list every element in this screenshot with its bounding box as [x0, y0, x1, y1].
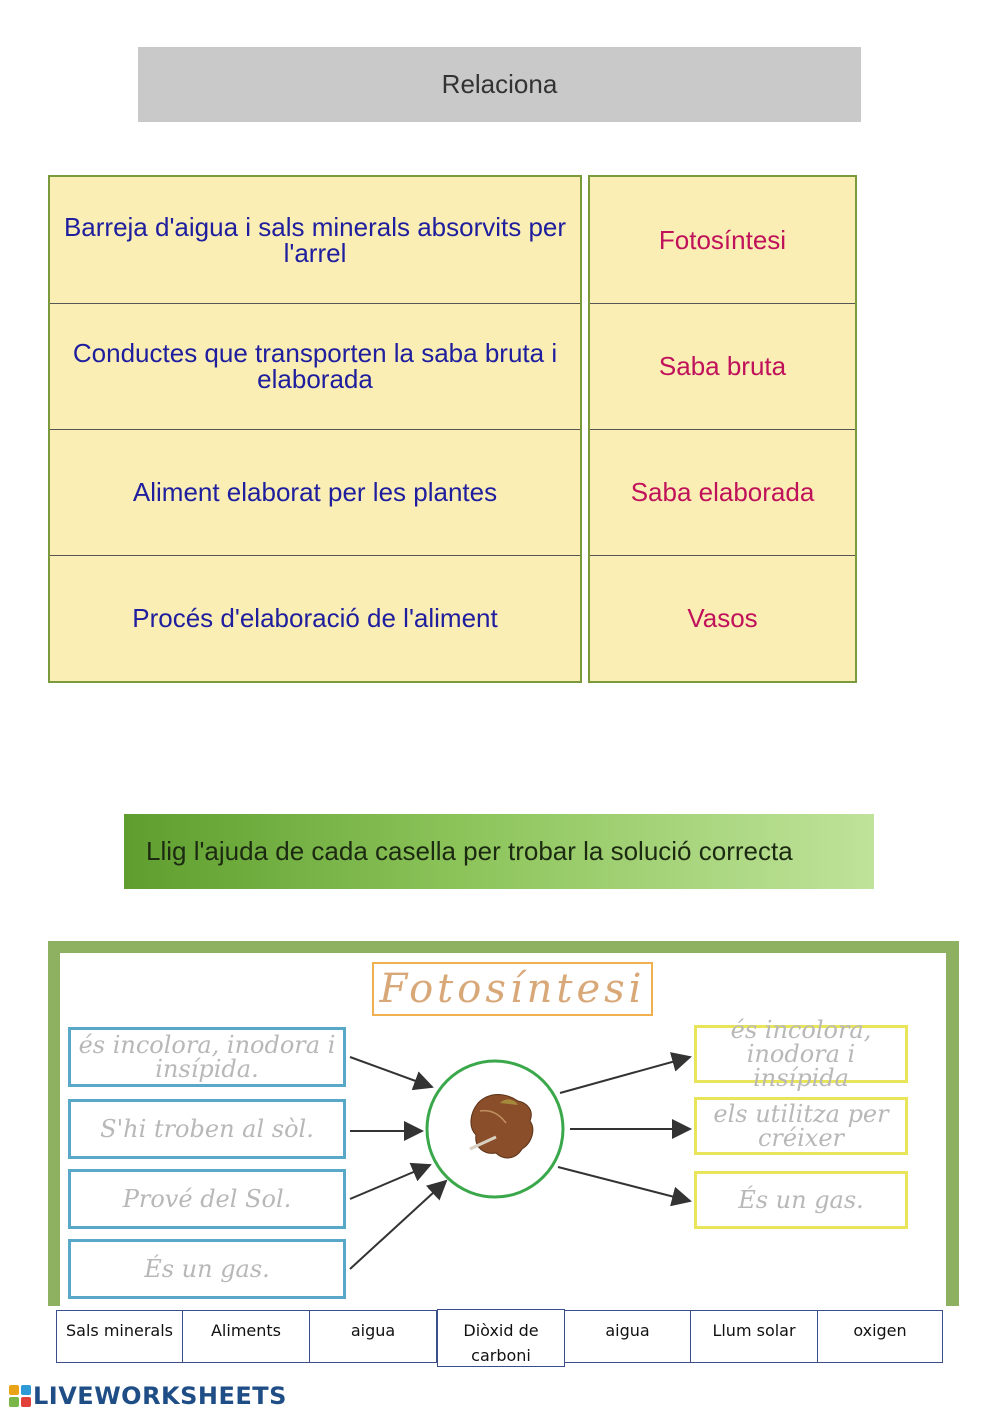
instruction-banner	[124, 814, 874, 889]
page-title-text: Relaciona	[441, 69, 558, 99]
arrow-in-3	[350, 1165, 430, 1199]
arrow-in-4	[350, 1181, 446, 1269]
liveworksheets-logo-icon	[8, 1384, 32, 1408]
match-left-item[interactable]: Barreja d'aigua i sals minerals absorvits per l'arrel	[63, 212, 567, 268]
output-box-food: els utilitza per créixer	[694, 1097, 908, 1155]
page-title	[138, 47, 861, 122]
input-box-sunlight: Prové del Sol.	[68, 1169, 346, 1229]
answer-box[interactable]: oxigen	[817, 1310, 943, 1363]
answer-box[interactable]: aigua	[309, 1310, 437, 1363]
answer-box[interactable]: Diòxid de carboni	[437, 1309, 565, 1367]
match-right-item[interactable]: Fotosíntesi	[658, 225, 787, 255]
brand-name: LIVEWORKSHEETS	[33, 1382, 287, 1410]
answer-box[interactable]: Sals minerals	[56, 1310, 183, 1363]
match-right-item[interactable]: Saba elaborada	[630, 477, 815, 507]
arrow-out-3	[558, 1167, 690, 1201]
match-right-item[interactable]: Saba bruta	[658, 351, 787, 381]
match-left-item[interactable]: Aliment elaborat per les plantes	[132, 477, 498, 507]
center-circle	[427, 1061, 563, 1197]
input-box-water: és incolora, inodora i insípida.	[68, 1027, 346, 1087]
diagram-title: Fotosíntesi	[372, 962, 653, 1016]
match-left-item[interactable]: Procés d'elaboració de l'aliment	[132, 603, 498, 633]
arrow-in-1	[350, 1057, 432, 1087]
photosynthesis-diagram	[48, 941, 959, 1306]
input-box-minerals: S'hi troben al sòl.	[68, 1099, 346, 1159]
footer-brand	[8, 1381, 287, 1411]
match-right-item[interactable]: Vasos	[687, 603, 758, 633]
arrow-out-1	[560, 1057, 690, 1093]
output-box-water: és incolora, inodora i insípida	[694, 1025, 908, 1083]
answer-box[interactable]: Aliments	[182, 1310, 310, 1363]
leaf-icon	[470, 1095, 533, 1158]
match-left-item[interactable]: Conductes que transporten la saba bruta i elaborada	[72, 338, 558, 394]
instruction-text: Llig l'ajuda de cada casella per trobar la solució correcta	[146, 836, 793, 866]
answer-box[interactable]: Llum solar	[690, 1310, 818, 1363]
output-box-oxygen: És un gas.	[694, 1171, 908, 1229]
answer-box[interactable]: aigua	[564, 1310, 691, 1363]
diagram-panel	[60, 953, 946, 1306]
input-box-co2: És un gas.	[68, 1239, 346, 1299]
